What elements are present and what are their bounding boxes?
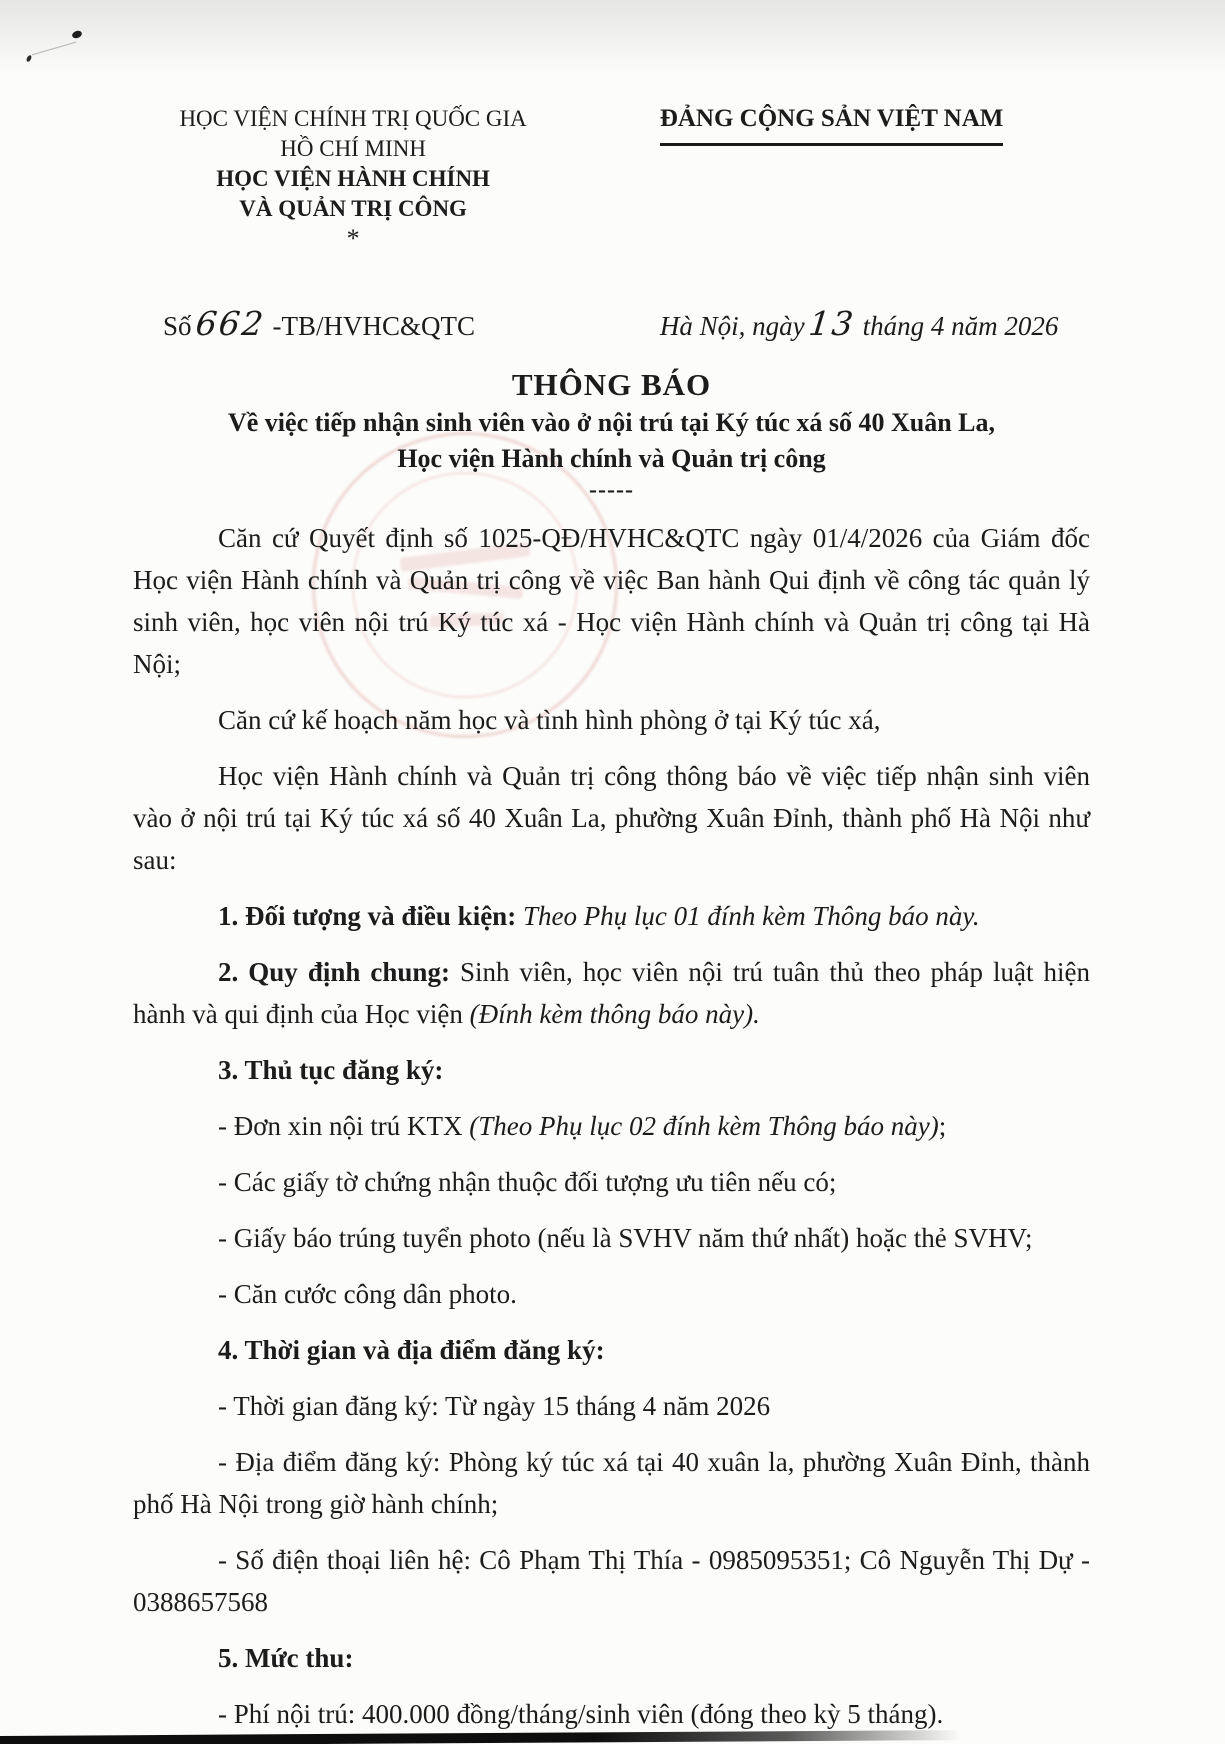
preamble-paragraph-3: Học viện Hành chính và Quản trị công thông báo về việc tiếp nhận sinh viên vào ở nội trú tại Ký túc xá số 40 Xuân La, phường Xuân Đỉnh, thành phố Hà Nội như sau: bbox=[133, 761, 1090, 875]
preamble-paragraph-1: Căn cứ Quyết định số 1025-QĐ/HVHC&QTC ngày 01/4/2026 của Giám đốc Học viện Hành chính và Quản trị công về việc Ban hành Qui định về công tác quản lý sinh viên, học viên nội trú Ký túc xá - Học viện Hành chính và Quản trị công tại Hà Nội; bbox=[133, 523, 1090, 679]
title-block bbox=[133, 365, 1090, 503]
party-motto: ĐẢNG CỘNG SẢN VIỆT NAM bbox=[660, 104, 1004, 146]
place-date-prefix: Hà Nội, ngày bbox=[659, 311, 805, 341]
section-1-heading bbox=[133, 895, 1090, 937]
preamble-paragraph-2: Căn cứ kế hoạch năm học và tình hình phòng ở tại Ký túc xá, bbox=[218, 705, 881, 735]
bullet-1-tail: ; bbox=[938, 1111, 947, 1141]
place-date-suffix: tháng 4 năm 2026 bbox=[862, 311, 1059, 341]
document-number bbox=[133, 304, 573, 343]
section-5-bullet-1: - Phí nội trú: 400.000 đồng/tháng/sinh viên (đóng theo kỳ 5 tháng). bbox=[218, 1699, 944, 1729]
doc-number-prefix: Số bbox=[163, 311, 192, 341]
issuing-agency-block bbox=[133, 104, 573, 252]
section-3-heading: 3. Thủ tục đăng ký: bbox=[218, 1055, 444, 1085]
section-4-bullet-1: - Thời gian đăng ký: Từ ngày 15 tháng 4 năm 2026 bbox=[218, 1391, 771, 1421]
bullet-1-text: - Đơn xin nội trú KTX bbox=[218, 1111, 463, 1141]
section-5-heading: 5. Mức thu: bbox=[218, 1643, 354, 1673]
parent-agency-line-2: HỒ CHÍ MINH bbox=[280, 136, 426, 161]
document-header bbox=[133, 104, 1090, 252]
bullet-1-italic: (Theo Phụ lục 02 đính kèm Thông báo này) bbox=[469, 1111, 939, 1141]
day-handwritten: 13 bbox=[806, 304, 857, 343]
notice-subtitle-line-1: Về việc tiếp nhận sinh viên vào ở nội trú tại Ký túc xá số 40 Xuân La, bbox=[227, 408, 996, 437]
notice-subtitle-line-2: Học viện Hành chính và Quản trị công bbox=[397, 444, 826, 473]
section-4-bullet-2: - Địa điểm đăng ký: Phòng ký túc xá tại 40 xuân la, phường Xuân Đỉnh, thành phố Hà Nội trong giờ hành chính; bbox=[133, 1447, 1090, 1519]
section-3-bullet-4: - Căn cước công dân photo. bbox=[218, 1279, 517, 1309]
place-and-date bbox=[573, 304, 1090, 343]
section-1-label: 1. Đối tượng và điều kiện: bbox=[218, 901, 517, 931]
doc-number-suffix: -TB/HVHC&QTC bbox=[272, 311, 476, 341]
header-star: * bbox=[346, 224, 360, 253]
party-motto-block bbox=[573, 104, 1090, 252]
parent-agency-line-1: HỌC VIỆN CHÍNH TRỊ QUỐC GIA bbox=[179, 106, 527, 131]
document-body bbox=[133, 517, 1090, 1735]
section-2-label: 2. Quy định chung: bbox=[218, 957, 450, 987]
section-2-text: Sinh viên, học viên nội trú tuân thủ theo pháp luật hiện hành và qui định của Học viện bbox=[133, 957, 1091, 1029]
notice-title: THÔNG BÁO bbox=[511, 367, 712, 402]
agency-name-line-2: VÀ QUẢN TRỊ CÔNG bbox=[239, 196, 467, 221]
section-2-italic-text: (Đính kèm thông báo này). bbox=[469, 999, 760, 1029]
section-4-heading: 4. Thời gian và địa điểm đăng ký: bbox=[218, 1335, 605, 1365]
section-3-bullet-1 bbox=[133, 1105, 1090, 1147]
document-meta-row bbox=[133, 304, 1090, 343]
section-3-bullet-2: - Các giấy tờ chứng nhận thuộc đối tượng ưu tiên nếu có; bbox=[218, 1167, 837, 1197]
section-2-paragraph bbox=[133, 951, 1090, 1035]
title-divider: ----- bbox=[589, 477, 634, 503]
doc-number-handwritten: 662 bbox=[193, 304, 267, 343]
section-1-italic-text: Theo Phụ lục 01 đính kèm Thông báo này. bbox=[522, 901, 980, 931]
section-3-bullet-3: - Giấy báo trúng tuyển photo (nếu là SVHV năm thứ nhất) hoặc thẻ SVHV; bbox=[218, 1223, 1033, 1253]
agency-name-line-1: HỌC VIỆN HÀNH CHÍNH bbox=[216, 166, 490, 191]
section-4-bullet-3: - Số điện thoại liên hệ: Cô Phạm Thị Thía - 0985095351; Cô Nguyễn Thị Dự - 0388657568 bbox=[133, 1545, 1090, 1617]
